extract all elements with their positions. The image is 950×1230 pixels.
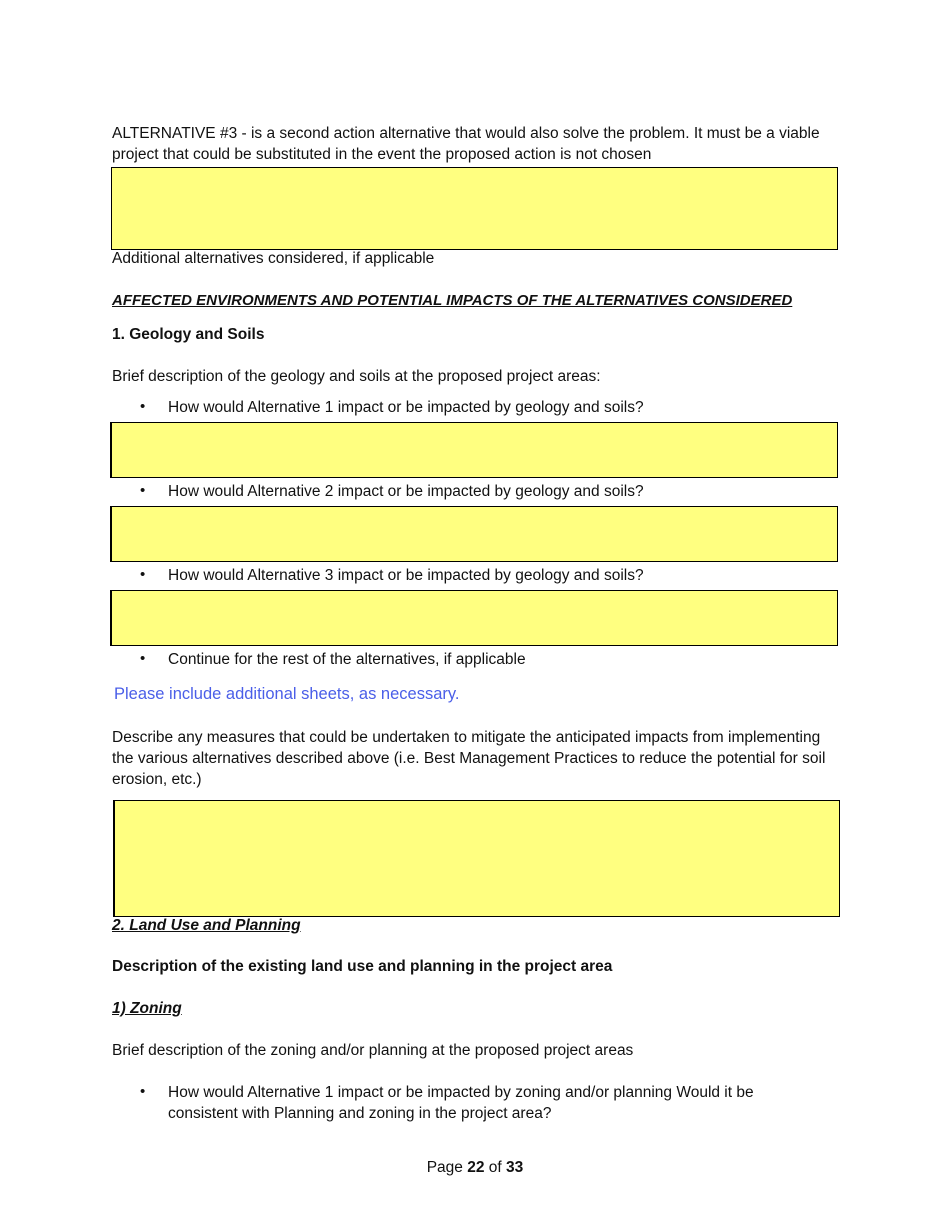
mitigation-description: Describe any measures that could be undertaken to mitigate the anticipated impacts from implementing the various alternatives described above (i.e. Best Management Practices to reduce the potential for soil erosion, etc.)	[112, 729, 826, 788]
geology-alt-2-input-field[interactable]	[110, 506, 838, 562]
additional-alternatives-label: Additional alternatives considered, if applicable	[112, 250, 435, 267]
geology-question-alt-2: How would Alternative 2 impact or be impacted by geology and soils?	[168, 483, 644, 500]
alternative-3-input-field[interactable]	[111, 167, 838, 250]
page-number: 22	[467, 1159, 485, 1176]
land-use-subheading: Description of the existing land use and planning in the project area	[112, 958, 613, 975]
affected-environments-heading: AFFECTED ENVIRONMENTS AND POTENTIAL IMPACTS OF THE ALTERNATIVES CONSIDERED	[112, 292, 793, 309]
zoning-heading: 1) Zoning	[112, 1000, 182, 1017]
mitigation-input-field[interactable]	[113, 800, 840, 917]
geology-alt-1-input-field[interactable]	[110, 422, 838, 478]
total-pages: 33	[506, 1159, 524, 1176]
bullet-marker: •	[140, 650, 146, 667]
additional-sheets-note: Please include additional sheets, as necessary.	[114, 685, 460, 703]
geology-question-alt-3: How would Alternative 3 impact or be impacted by geology and soils?	[168, 567, 644, 584]
geology-soils-heading: 1. Geology and Soils	[112, 326, 265, 343]
geology-intro: Brief description of the geology and soils at the proposed project areas:	[112, 368, 601, 385]
geology-alt-3-input-field[interactable]	[110, 590, 838, 646]
alternative-3-text: ALTERNATIVE #3 - is a second action alternative that would also solve the problem. It must be a viable project that could be substituted in the event the proposed action is not chosen	[112, 125, 820, 163]
bullet-marker: •	[140, 1083, 146, 1100]
page-footer	[0, 1159, 950, 1177]
bullet-marker: •	[140, 398, 146, 415]
zoning-intro: Brief description of the zoning and/or planning at the proposed project areas	[112, 1042, 634, 1059]
geology-question-alt-1: How would Alternative 1 impact or be impacted by geology and soils?	[168, 399, 644, 416]
of-label: of	[488, 1159, 502, 1176]
zoning-question-alt-1: How would Alternative 1 impact or be impacted by zoning and/or planning Would it be consistent with Planning and zoning in the project area?	[168, 1084, 754, 1122]
bullet-marker: •	[140, 566, 146, 583]
bullet-marker: •	[140, 482, 146, 499]
page-label: Page	[426, 1159, 463, 1176]
land-use-heading: 2. Land Use and Planning	[112, 917, 301, 934]
geology-continue-note: Continue for the rest of the alternatives, if applicable	[168, 651, 526, 668]
